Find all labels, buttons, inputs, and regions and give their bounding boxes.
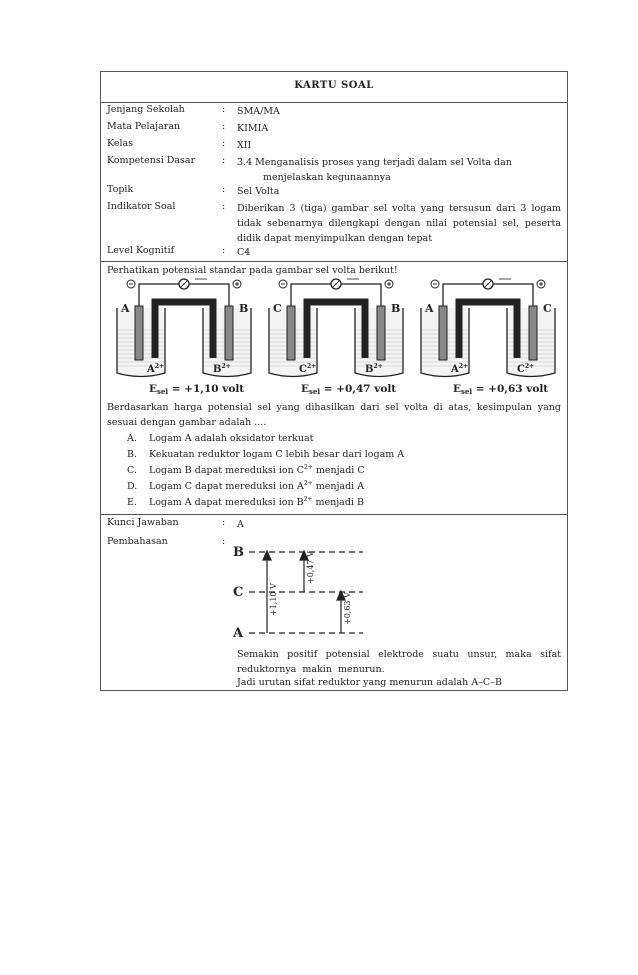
info-label: Jenjang Sekolah	[107, 104, 185, 115]
option-text: Kekuatan reduktor logam C lebih besar dari logam A	[149, 449, 405, 460]
colon: :	[222, 138, 226, 149]
info-label: Mata Pelajaran	[107, 121, 181, 132]
volta-cells-figure	[109, 278, 561, 398]
info-label: Level Kognitif	[107, 245, 175, 256]
electrode	[287, 306, 295, 360]
electrode-label: A	[425, 302, 434, 315]
ion-label: $B^{2+}$	[213, 363, 231, 375]
info-value: SMA/MA	[237, 106, 280, 117]
voltage-ac: +0,63 V	[343, 592, 352, 625]
electrode-label: B	[239, 302, 249, 315]
option-text: Logam C dapat mereduksi ion $A^{2+}$ menjadi A	[149, 479, 365, 492]
cell-potential: Esel = +0,63 volt	[453, 383, 549, 396]
option-text: Logam A dapat mereduksi ion $B^{2+}$ menjadi B	[149, 495, 364, 508]
info-value: XII	[237, 140, 252, 151]
electrode-label: C	[543, 302, 552, 315]
explanation-2: Jadi urutan sifat reduktor yang menurun adalah A–C–B	[237, 677, 502, 688]
question-card	[100, 71, 568, 691]
electrode	[439, 306, 447, 360]
electrode	[529, 306, 537, 360]
electrode-label: B	[391, 302, 401, 315]
cell-potential: Esel = +1,10 volt	[149, 383, 245, 396]
colon: :	[222, 245, 226, 256]
electrode	[225, 306, 233, 360]
option-key: D.	[127, 481, 138, 492]
option-text: Logam B dapat mereduksi ion $C^{2+}$ menjadi C	[149, 463, 365, 476]
info-value: KIMIA	[237, 123, 269, 134]
electrode-label: A	[121, 302, 130, 315]
volta-cell	[421, 279, 555, 396]
voltage-bc: +0,47 V	[306, 551, 315, 584]
discussion-label: Pembahasan	[107, 536, 168, 547]
info-label: Topik	[107, 184, 134, 195]
colon: :	[222, 155, 226, 166]
info-value: Sel Volta	[237, 186, 280, 197]
info-value: Diberikan 3 (tiga) gambar sel volta yang tersusun dari 3 logam tidak sebenarnya dilengkapi dengan nilai potensial sel, peserta didik dapat menyimpulkan dengan tepat	[237, 203, 561, 244]
electrode	[377, 306, 385, 360]
answer-label: Kunci Jawaban	[107, 517, 179, 528]
option-key: B.	[127, 449, 138, 460]
colon: :	[222, 121, 226, 132]
colon: :	[222, 201, 226, 212]
info-label: Kelas	[107, 138, 134, 149]
answer-value: A	[237, 519, 244, 530]
card-title: KARTU SOAL	[294, 80, 374, 91]
divider	[101, 514, 567, 515]
electrode-label: C	[273, 302, 282, 315]
info-value: 3.4 Menganalisis proses yang terjadi dalam sel Volta dan menjelaskan kegunaannya	[237, 157, 512, 183]
colon: :	[222, 517, 226, 528]
potential-diagram	[231, 540, 371, 650]
voltage-total: +1,10 V	[269, 583, 278, 616]
option-text: Logam A adalah oksidator terkuat	[149, 433, 314, 444]
colon: :	[222, 536, 226, 547]
level-b-label: B	[233, 545, 244, 560]
level-c-label: C	[233, 585, 244, 600]
ion-label: $C^{2+}$	[517, 363, 535, 375]
cell-potential: Esel = +0,47 volt	[301, 383, 397, 396]
divider	[101, 102, 567, 103]
question-intro: Perhatikan potensial standar pada gambar sel volta berikut!	[107, 265, 398, 276]
option-key: C.	[127, 465, 137, 476]
question-text: Berdasarkan harga potensial sel yang dihasilkan dari sel volta di atas, kesimpulan yang sesuai dengan gambar adalah ....	[107, 402, 561, 428]
divider	[101, 261, 567, 262]
ion-label: $A^{2+}$	[451, 363, 468, 375]
level-a-label: A	[233, 626, 244, 641]
ion-label: $B^{2+}$	[365, 363, 383, 375]
info-value: C4	[237, 247, 251, 258]
colon: :	[222, 184, 226, 195]
volta-cell	[117, 279, 251, 396]
volta-cell	[269, 279, 403, 396]
explanation-1: Semakin positif potensial elektrode suatu unsur, maka sifat reduktornya makin menurun.	[237, 649, 561, 675]
colon: :	[222, 104, 226, 115]
option-key: A.	[127, 433, 137, 444]
ion-label: $C^{2+}$	[299, 363, 317, 375]
info-label: Kompetensi Dasar	[107, 155, 196, 166]
info-label: Indikator Soal	[107, 201, 176, 212]
electrode	[135, 306, 143, 360]
option-key: E.	[127, 497, 137, 508]
ion-label: $A^{2+}$	[147, 363, 164, 375]
